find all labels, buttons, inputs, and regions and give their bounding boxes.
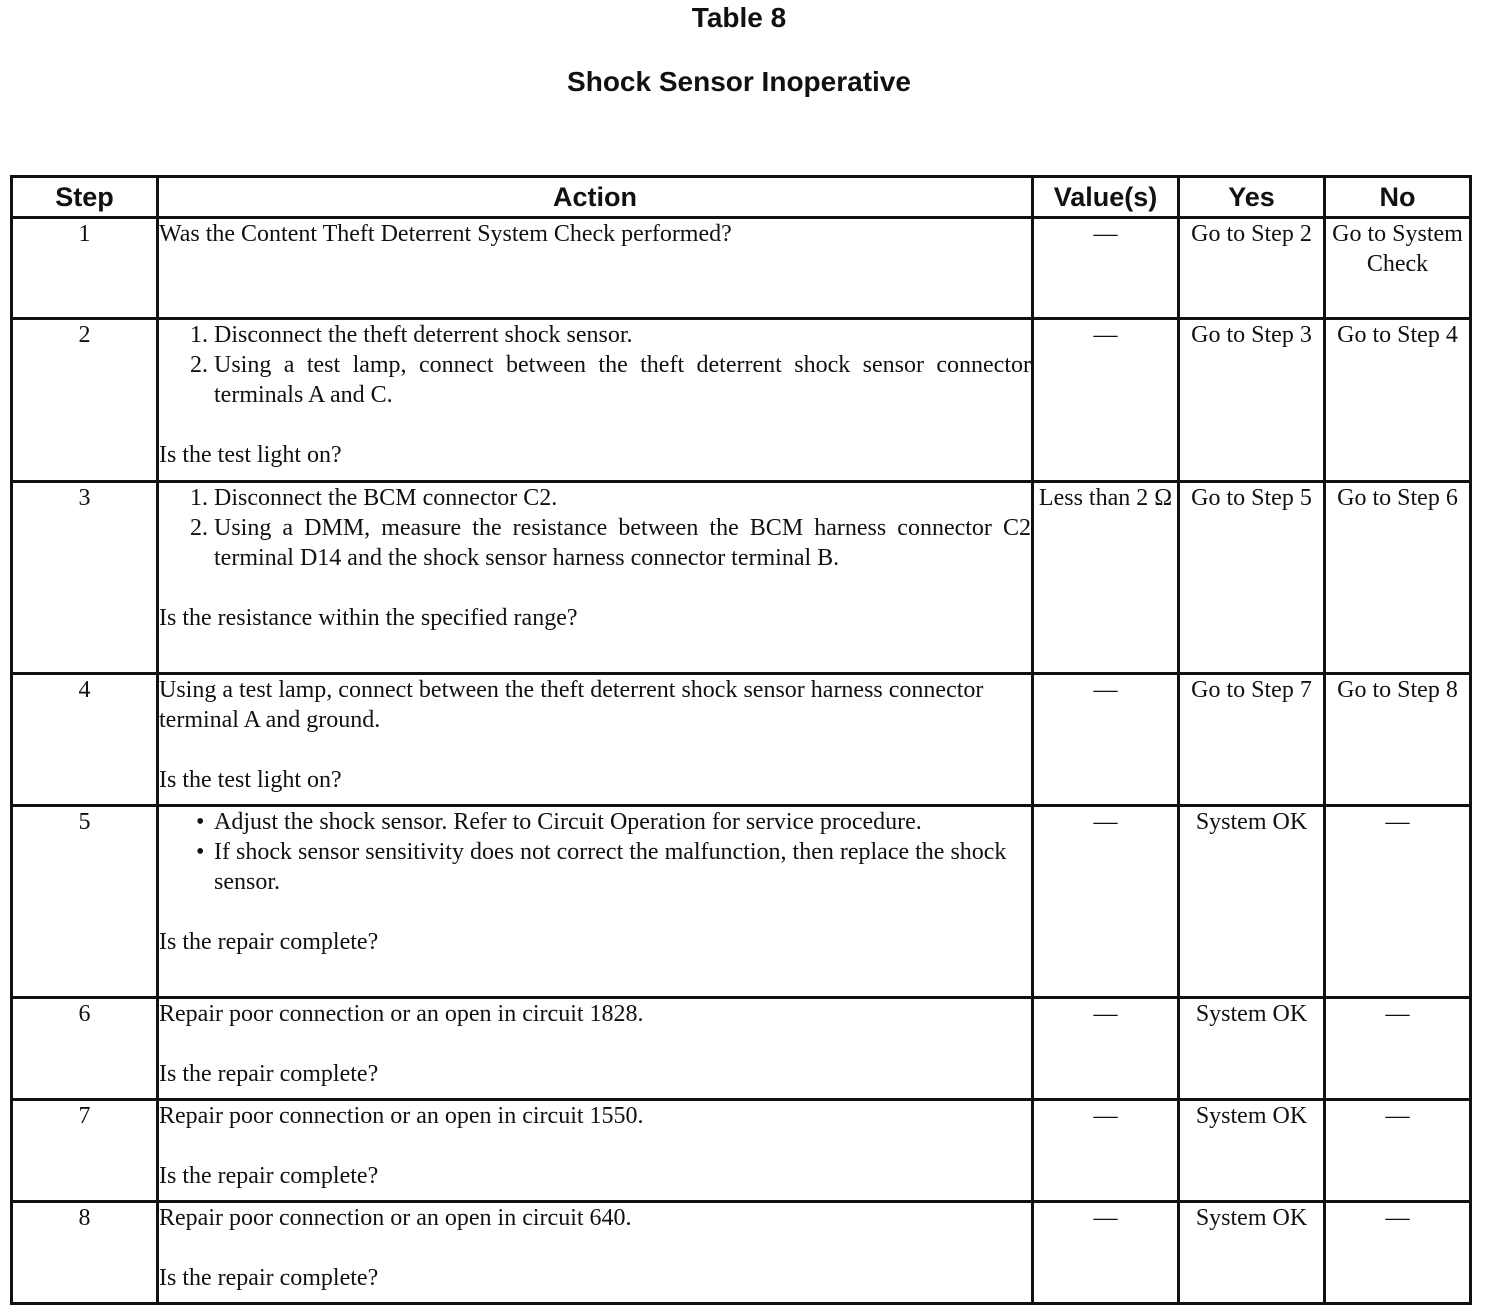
action-step-item: 1. Disconnect the theft deterrent shock sensor.: [214, 320, 1031, 350]
action-cell: [158, 319, 1033, 482]
step-number: 2: [12, 319, 158, 482]
header-step: Step: [12, 177, 158, 218]
action-cell: [158, 482, 1033, 674]
yes-cell: System OK: [1179, 806, 1325, 998]
step-number: 6: [12, 998, 158, 1100]
action-steps: [159, 483, 1031, 573]
action-cell: [158, 674, 1033, 806]
action-text: Repair poor connection or an open in circuit 1550.: [159, 1103, 644, 1129]
action-cell: [158, 1100, 1033, 1202]
value-cell: —: [1033, 806, 1179, 998]
action-question: Is the test light on?: [159, 442, 342, 468]
action-step-item: 2. Using a test lamp, connect between the theft deterrent shock sensor connector terminals A and C.: [214, 350, 1031, 410]
no-cell: Go to Step 8: [1325, 674, 1471, 806]
step-number: 8: [12, 1202, 158, 1304]
table-row: [12, 218, 1471, 319]
header-values: Value(s): [1033, 177, 1179, 218]
value-cell: Less than 2 Ω: [1033, 482, 1179, 674]
diagnostic-table: [10, 175, 1472, 1305]
action-bullet-item: • Adjust the shock sensor. Refer to Circuit Operation for service procedure.: [214, 807, 1031, 837]
action-question: Is the repair complete?: [159, 1163, 379, 1189]
value-cell: —: [1033, 674, 1179, 806]
yes-cell: Go to Step 5: [1179, 482, 1325, 674]
step-number: 4: [12, 674, 158, 806]
action-cell: [158, 218, 1033, 319]
yes-cell: System OK: [1179, 1202, 1325, 1304]
table-row: [12, 1202, 1471, 1304]
yes-cell: System OK: [1179, 998, 1325, 1100]
action-question: Is the repair complete?: [159, 1061, 379, 1087]
yes-cell: Go to Step 2: [1179, 218, 1325, 319]
value-cell: —: [1033, 1202, 1179, 1304]
table-row: [12, 806, 1471, 998]
yes-cell: Go to Step 7: [1179, 674, 1325, 806]
value-cell: —: [1033, 1100, 1179, 1202]
no-cell: —: [1325, 1100, 1471, 1202]
table-row: [12, 482, 1471, 674]
yes-cell: System OK: [1179, 1100, 1325, 1202]
action-bullets: [159, 807, 1031, 897]
action-steps: [159, 320, 1031, 410]
action-question: Is the test light on?: [159, 767, 342, 793]
table-subtitle: Shock Sensor Inoperative: [567, 66, 911, 97]
header-action: Action: [158, 177, 1033, 218]
action-text: Was the Content Theft Deterrent System Check performed?: [159, 221, 732, 247]
action-cell: [158, 1202, 1033, 1304]
step-number: 5: [12, 806, 158, 998]
step-number: 7: [12, 1100, 158, 1202]
value-cell: —: [1033, 218, 1179, 319]
step-number: 1: [12, 218, 158, 319]
action-step-item: 2. Using a DMM, measure the resistance between the BCM harness connector C2 terminal D14 and the shock sensor harness connector terminal B.: [214, 513, 1031, 573]
action-text: Repair poor connection or an open in circuit 1828.: [159, 1001, 644, 1027]
no-cell: Go to Step 6: [1325, 482, 1471, 674]
value-cell: —: [1033, 998, 1179, 1100]
value-cell: —: [1033, 319, 1179, 482]
header-yes: Yes: [1179, 177, 1325, 218]
no-cell: —: [1325, 806, 1471, 998]
no-cell: —: [1325, 1202, 1471, 1304]
action-question: Is the resistance within the specified range?: [159, 605, 578, 631]
table-title: Table 8: [691, 2, 787, 33]
action-cell: [158, 806, 1033, 998]
action-step-item: 1. Disconnect the BCM connector C2.: [214, 483, 1031, 513]
header-row: [12, 177, 1471, 218]
table-row: [12, 674, 1471, 806]
action-text: Repair poor connection or an open in circuit 640.: [159, 1205, 632, 1231]
action-question: Is the repair complete?: [159, 1265, 379, 1291]
no-cell: —: [1325, 998, 1471, 1100]
action-text: Using a test lamp, connect between the theft deterrent shock sensor harness connector terminal A and ground.: [159, 677, 984, 733]
step-number: 3: [12, 482, 158, 674]
no-cell: Go to Step 4: [1325, 319, 1471, 482]
header-no: No: [1325, 177, 1471, 218]
table-row: [12, 319, 1471, 482]
action-question: Is the repair complete?: [159, 929, 379, 955]
action-cell: [158, 998, 1033, 1100]
action-bullet-item: • If shock sensor sensitivity does not correct the malfunction, then replace the shock sensor.: [214, 837, 1031, 897]
no-cell: Go to System Check: [1325, 218, 1471, 319]
table-row: [12, 998, 1471, 1100]
table-row: [12, 1100, 1471, 1202]
yes-cell: Go to Step 3: [1179, 319, 1325, 482]
